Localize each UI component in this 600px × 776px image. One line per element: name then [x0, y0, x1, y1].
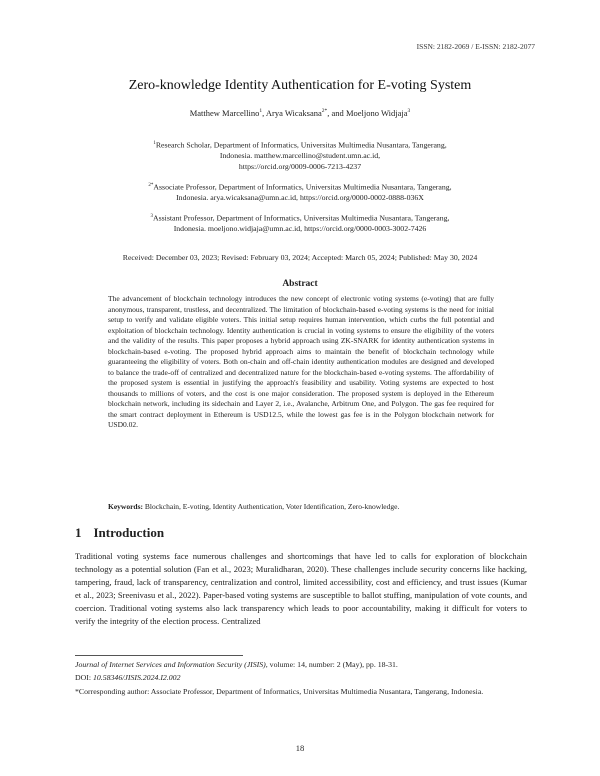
affiliation-line: https://orcid.org/0009-0006-7213-4237 — [238, 161, 362, 171]
affiliation-1 — [80, 139, 520, 172]
affiliation-line: Research Scholar, Department of Informatics, Universitas Multimedia Nusantara, Tangerang, — [155, 140, 447, 150]
introduction-body: Traditional voting systems face numerous challenges and shortcomings that have led to calls for exploration of blockchain technology as a potential solution (Fan et al., 2023; Muralidharan, 2020). These challenges include security concerns like hacking, tampering, fraud, lack of transparency, centralization and control, limited accessibility, cost and efficiency, and trust issues (Kumar et al., 2023; Sreenivasu et al., 2022). Paper-based voting systems are susceptible to ballot stuffing, manipulation of vote counts, and coercion. Traditional voting systems also lack transparency which leads to poor accountability, making it difficult for voters to verify the integrity of the election process. Centralized — [75, 551, 527, 626]
page-number: 18 — [295, 743, 305, 753]
journal-title: Journal of Internet Services and Information Security (JISIS) — [75, 660, 266, 669]
section-title: Introduction — [93, 525, 165, 540]
paper-title: Zero-knowledge Identity Authentication for E-voting System — [128, 78, 472, 93]
affiliation-line: Assistant Professor, Department of Informatics, Universitas Multimedia Nusantara, Tangerang, — [152, 213, 450, 223]
affiliation-2 — [80, 181, 520, 204]
section-heading — [75, 525, 164, 541]
abstract-heading: Abstract — [282, 279, 318, 289]
author-name: Arya Wicaksana — [265, 108, 322, 118]
affiliation-marker: 2* — [148, 183, 154, 188]
doi — [75, 673, 180, 682]
keywords-list: Blockchain, E-voting, Identity Authentication, Voter Identification, Zero-knowledge. — [143, 502, 400, 511]
affiliation-line: Associate Professor, Department of Informatics, Universitas Multimedia Nusantara, Tangerang, — [153, 182, 452, 192]
keywords-label: Keywords: — [108, 502, 143, 511]
author-affiliation-marker: 1 — [259, 108, 263, 115]
affiliation-line: Indonesia. arya.wicaksana@umn.ac.id, https://orcid.org/0000-0002-0888-036X — [176, 193, 424, 203]
author-list — [0, 108, 600, 118]
doi-label: DOI: — [75, 673, 93, 682]
affiliation-line: Indonesia. moeljono.widjaja@umn.ac.id, https://orcid.org/0000-0003-3002-7426 — [173, 224, 427, 234]
keywords — [108, 502, 494, 511]
author-separator: , — [262, 108, 266, 118]
corresponding-author-note: *Corresponding author: Associate Professor, Department of Informatics, Universitas Multimedia Nusantara, Tangerang, Indonesia. — [75, 687, 484, 696]
doi-link[interactable]: 10.58346/JISIS.2024.I2.002 — [92, 673, 181, 682]
issn-header: ISSN: 2182-2069 / E-ISSN: 2182-2077 — [416, 42, 535, 51]
author-separator: , and — [327, 108, 346, 118]
publication-dates: Received: December 03, 2023; Revised: February 03, 2024; Accepted: March 05, 2024; Published: May 30, 2024 — [122, 253, 478, 262]
journal-volume-info: , volume: 14, number: 2 (May), pp. 18-31. — [265, 660, 398, 669]
author-name: Matthew Marcellino — [189, 108, 260, 118]
abstract-body: The advancement of blockchain technology introduces the new concept of electronic voting systems (e-voting) that are fully anonymous, transparent, trustless, and decentralized. The limitation of blockchain-based e-voting systems is the need for initial setup to verify and validate eligible voters. This initial setup requires human intervention, which curbs the full potential and exploitation of blockchain technology. Identity authentication is crucial in voting systems to ensure the eligibility of the voters and the validity of the results. This paper proposes a hybrid approach using ZK-SNARK for identity authentication systems in blockchain-based e-voting. The proposed hybrid approach aims to maintain the benefit of blockchain technology while guaranteeing the eligibility of voters. Both on-chain and off-chain identity authentication modules are designed and developed to balance the trade-off of centralized and decentralized nature for the blockchain-based e-voting systems. The affordability of the proposed system is essential in justifying the approach's feasibility and usability. Voting systems are expected to host thousands to millions of voters, and the cost is one major consideration. The proposed system is deployed in the Ethereum blockchain network, including its sidechain and Layer 2, i.e., Avalanche, Arbitrum One, and Polygon. The gas fee required for the smart contract deployment in Ethereum is USD12.5, while the lowest gas fee is in the Polygon blockchain network for USD0.02. — [108, 294, 494, 429]
author-affiliation-marker: 3 — [407, 108, 411, 115]
journal-citation — [75, 660, 527, 669]
footnote-rule — [75, 655, 243, 656]
affiliation-3 — [80, 212, 520, 235]
affiliation-line: Indonesia. matthew.marcellino@student.umn.ac.id, — [219, 151, 381, 161]
author-name: Moeljono Widjaja — [345, 108, 408, 118]
section-number: 1 — [75, 525, 82, 540]
affiliation-marker: 1 — [153, 141, 156, 146]
author-affiliation-marker: 2* — [321, 108, 328, 115]
affiliation-marker: 3 — [150, 214, 153, 219]
